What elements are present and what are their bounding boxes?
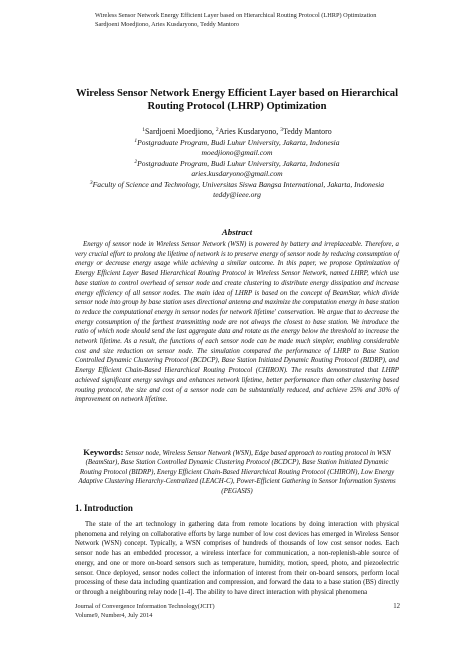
affiliation-2-text: Postgraduate Program, Budi Luhur University, Jakarta, Indonesia [137, 159, 340, 168]
affiliation-2-marker: 2 [134, 159, 138, 165]
author-list [55, 127, 419, 137]
affiliation-1-email: moedjiono@gmail.com [201, 147, 273, 157]
keywords-label: Keywords [83, 447, 121, 457]
author-3-marker: 3 [280, 127, 283, 133]
affiliation-1 [55, 138, 419, 157]
journal-name: Journal of Convergence Information Technology(JCIT) [75, 603, 215, 610]
keywords-text: Sensor node, Wireless Sensor Network (WSN), Edge based approach to routing protocol in WSN (BeamStar), Base Station Controlled Dynamic Clustering Protocol (BCDCP), Base Station Initiated Dynamic Routing Protocol (BIDRP), Energy Efficient Chain-Based Hierarchical Routing Protocol (CHIRON), Low Energy Adaptive Clustering Hierarchy-Centralized (LEACH-C), Power-Efficient Gathering in Sensor Information Systems (PEGASIS) [78, 450, 396, 495]
author-2-marker: 2 [215, 127, 219, 133]
author-2-name: Aries Kusdaryono, [218, 127, 281, 136]
affiliation-1-text: Postgraduate Program, Budi Luhur University, Jakarta, Indonesia [137, 138, 340, 147]
affiliation-3-marker: 3 [89, 180, 93, 186]
abstract-text: Energy of sensor node in Wireless Sensor Network (WSN) is powered by battery and irreplaceable. Therefore, a very crucial effort to prolong the lifetime of network is to preserve energy of sensor node by reducing consumption of energy or decrease energy usage while achieving a similar outcome. In this paper, we propose Optimization of Energy Efficient Layer Based Hierarchical Routing Protocol in Wireless Sensor Network, named LHRP, which use base station to control overhead of sensor node and create clustering to distribute energy dissipation and increase energy efficiency of all sensor nodes. The main idea of LHRP is based on the concept of BeamStar, which divide sensor node into group by base station uses directional antenna and maximize the computation energy in base station to reduce the computational energy in sensor nodes for network lifetime' conservation. We argue that to decrease the energy consumption of the farthest transmitting node are not always the closest to base station. We introduce the ratio of which node should send the last aggregate data and rotate as the energy below the threshold to increase the network lifetime. As a result, the functions of each sensor node can be made much simpler, enabling considerable cost and size reduction on sensor node. The simulation compared the performance of LHRP to Base Station Controlled Dynamic Clustering Protocol (BCDCP), Base Station Initiated Dynamic Routing Protocol (BIDRP), and Energy Efficient Chain-Based Hierarchical Routing Protocol (CHIRON). The results demonstrated that LHRP achieved significant energy savings and enhances network lifetime, better performance than other clustering based routing protocol, the size and cost of a sensor node can be substantially reduced, and achieve 25% and 30% of improvement on network lifetime. [75, 241, 400, 404]
running-header-title: Wireless Sensor Network Energy Efficient Layer based on Hierarchical Routing Protocol (LHRP) Optimization [95, 12, 377, 19]
affiliation-2-email: aries.kusdaryono@gmail.com [191, 168, 283, 178]
page-number: 12 [393, 603, 400, 610]
introduction-text: The state of the art technology in gathering data from remote locations by doing interaction with physical phenomena and relying on collaborative efforts by large number of low cost devices has emerged in Wireless Sensor Network (WSN) concept. Typically, a WSN comprises of hundreds of thousands of low cost sensor nodes. Each sensor node has an embedded processor, a wireless interface for communication, a non-replenish-able source of energy, and one or more on-board sensors such as temperature, humidity, motion, speed, photo, and piezoelectric sensor. Once deployed, sensor nodes collect the information of interest from their on-board sensors, perform local processing of these data including quantization and compression, and forward the data to a base station (BS) directly or through a neighbouring relay node [1-4]. The ability to have direct interaction with physical phenomena [75, 521, 399, 596]
affiliation-3-text: Faculty of Science and Technology, Universitas Siswa Bangsa International, Jakarta, Indonesia [92, 180, 385, 189]
running-header-authors: Sardjoeni Moedjiono, Aries Kusdaryono, Teddy Mantoro [95, 20, 240, 28]
author-3-name: Teddy Mantoro [282, 127, 332, 136]
running-header [95, 12, 455, 29]
paper-title-line-2: Routing Protocol (LHRP) Optimization [147, 100, 327, 112]
affiliation-3 [55, 180, 419, 199]
journal-volume: Volume9, Number4, July 2014 [75, 611, 153, 619]
affiliation-2 [55, 159, 419, 178]
abstract-heading: Abstract [221, 227, 253, 237]
author-1-marker: 1 [142, 127, 146, 133]
paper-title-line-1: Wireless Sensor Network Energy Efficient Layer based on Hierarchical [75, 88, 399, 99]
section-heading: 1. Introduction [75, 503, 133, 513]
affiliation-3-email: teddy@ieee.org [213, 189, 261, 199]
author-1-name: Sardjoeni Moedjiono, [145, 127, 216, 136]
journal-footer [75, 603, 275, 620]
paper-title [60, 88, 414, 113]
keywords-block: Keywords: Sensor node, Wireless Sensor Network (WSN), Edge based approach to routing protocol in WSN (BeamStar), Base Station Controlled Dynamic Clustering Protocol (BCDCP), Base Station Initiated Dynamic Routing Protocol (BIDRP), Energy Efficient Chain-Based Hierarchical Routing Protocol (CHIRON), Low Energy Adaptive Clustering Hierarchy-Centralized (LEACH-C), Power-Efficient Gathering in Sensor Information Systems (PEGASIS) [78, 447, 396, 495]
affiliation-1-marker: 1 [134, 138, 138, 144]
